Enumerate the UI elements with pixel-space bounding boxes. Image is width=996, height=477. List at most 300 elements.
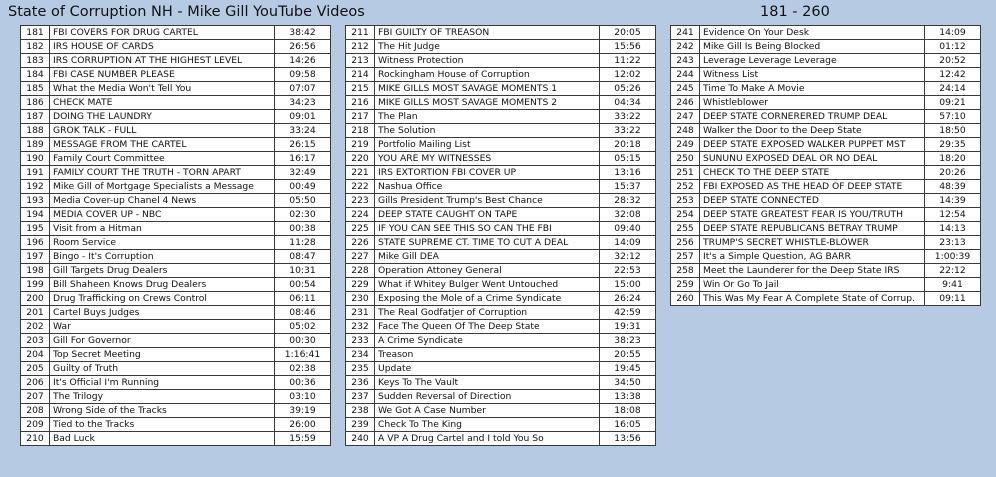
video-duration: 06:11 <box>275 292 331 306</box>
table-row <box>671 68 981 82</box>
video-number: 219 <box>346 138 375 152</box>
video-title: DEEP STATE CORNERERED TRUMP DEAL <box>700 110 925 124</box>
video-duration: 23:13 <box>925 236 981 250</box>
table-row <box>346 26 656 40</box>
table-row <box>21 348 331 362</box>
video-title: DOING THE LAUNDRY <box>50 110 275 124</box>
video-duration: 02:38 <box>275 362 331 376</box>
video-number: 213 <box>346 54 375 68</box>
video-duration: 09:11 <box>925 292 981 306</box>
table-row <box>346 152 656 166</box>
table-row <box>346 236 656 250</box>
video-title: Rockingham House of Corruption <box>375 68 600 82</box>
video-number: 247 <box>671 110 700 124</box>
table-row <box>346 306 656 320</box>
video-duration: 12:02 <box>600 68 656 82</box>
table-row <box>21 306 331 320</box>
video-duration: 20:52 <box>925 54 981 68</box>
video-duration: 14:26 <box>275 54 331 68</box>
video-duration: 42:59 <box>600 306 656 320</box>
video-number: 193 <box>21 194 50 208</box>
table-row <box>671 96 981 110</box>
video-title: Walker the Door to the Deep State <box>700 124 925 138</box>
video-duration: 34:50 <box>600 376 656 390</box>
video-title: Bill Shaheen Knows Drug Dealers <box>50 278 275 292</box>
video-duration: 13:38 <box>600 390 656 404</box>
video-title: FAMILY COURT THE TRUTH - TORN APART <box>50 166 275 180</box>
video-title: DEEP STATE CONNECTED <box>700 194 925 208</box>
video-title: Face The Queen Of The Deep State <box>375 320 600 334</box>
table-row <box>346 334 656 348</box>
video-title: Leverage Leverage Leverage <box>700 54 925 68</box>
video-number: 204 <box>21 348 50 362</box>
video-number: 189 <box>21 138 50 152</box>
video-duration: 09:40 <box>600 222 656 236</box>
table-row <box>21 376 331 390</box>
video-number: 217 <box>346 110 375 124</box>
video-duration: 38:23 <box>600 334 656 348</box>
video-number: 246 <box>671 96 700 110</box>
video-duration: 32:49 <box>275 166 331 180</box>
video-number: 191 <box>21 166 50 180</box>
table-row <box>346 40 656 54</box>
video-title: Keys To The Vault <box>375 376 600 390</box>
video-title: Evidence On Your Desk <box>700 26 925 40</box>
video-duration: 26:15 <box>275 138 331 152</box>
table-row <box>346 208 656 222</box>
table-row <box>671 26 981 40</box>
video-number: 200 <box>21 292 50 306</box>
video-number: 206 <box>21 376 50 390</box>
video-number: 243 <box>671 54 700 68</box>
video-title: IRS EXTORTION FBI COVER UP <box>375 166 600 180</box>
video-duration: 12:42 <box>925 68 981 82</box>
table-row <box>21 334 331 348</box>
video-number: 182 <box>21 40 50 54</box>
table-row <box>346 418 656 432</box>
video-number: 181 <box>21 26 50 40</box>
table-row <box>21 264 331 278</box>
video-title: Mike Gill of Mortgage Specialists a Message <box>50 180 275 194</box>
video-duration: 16:05 <box>600 418 656 432</box>
table-row <box>21 278 331 292</box>
video-duration: 05:15 <box>600 152 656 166</box>
table-row <box>346 348 656 362</box>
table-row <box>21 250 331 264</box>
video-number: 192 <box>21 180 50 194</box>
video-number: 198 <box>21 264 50 278</box>
table-row <box>671 194 981 208</box>
video-title: Operation Attoney General <box>375 264 600 278</box>
video-title: Witness List <box>700 68 925 82</box>
video-number: 211 <box>346 26 375 40</box>
video-title: Mike Gill Is Being Blocked <box>700 40 925 54</box>
video-number: 251 <box>671 166 700 180</box>
video-duration: 20:05 <box>600 26 656 40</box>
video-duration: 18:08 <box>600 404 656 418</box>
video-number: 186 <box>21 96 50 110</box>
video-title: GROK TALK - FULL <box>50 124 275 138</box>
video-title: IRS CORRUPTION AT THE HIGHEST LEVEL <box>50 54 275 68</box>
table-row <box>346 82 656 96</box>
video-duration: 28:32 <box>600 194 656 208</box>
video-title: SUNUNU EXPOSED DEAL OR NO DEAL <box>700 152 925 166</box>
table-row <box>671 292 981 306</box>
video-number: 210 <box>21 432 50 446</box>
video-title: Cartel Buys Judges <box>50 306 275 320</box>
video-number: 207 <box>21 390 50 404</box>
video-duration: 32:12 <box>600 250 656 264</box>
video-number: 234 <box>346 348 375 362</box>
video-duration: 09:01 <box>275 110 331 124</box>
video-duration: 57:10 <box>925 110 981 124</box>
video-title: Family Court Committee <box>50 152 275 166</box>
video-title: The Plan <box>375 110 600 124</box>
table-row <box>21 96 331 110</box>
table-row <box>346 250 656 264</box>
video-number: 184 <box>21 68 50 82</box>
video-title: DEEP STATE REPUBLICANS BETRAY TRUMP <box>700 222 925 236</box>
table-row <box>671 264 981 278</box>
video-number: 239 <box>346 418 375 432</box>
video-number: 220 <box>346 152 375 166</box>
table-row <box>346 124 656 138</box>
video-number: 259 <box>671 278 700 292</box>
video-title: Sudden Reversal of Direction <box>375 390 600 404</box>
video-number: 197 <box>21 250 50 264</box>
video-duration: 10:31 <box>275 264 331 278</box>
table-row <box>346 166 656 180</box>
video-number: 218 <box>346 124 375 138</box>
video-title: War <box>50 320 275 334</box>
video-duration: 08:47 <box>275 250 331 264</box>
video-title: Nashua Office <box>375 180 600 194</box>
table-row <box>346 180 656 194</box>
video-duration: 09:21 <box>925 96 981 110</box>
video-duration: 34:23 <box>275 96 331 110</box>
video-number: 238 <box>346 404 375 418</box>
video-title: Media Cover-up Chanel 4 News <box>50 194 275 208</box>
video-duration: 26:56 <box>275 40 331 54</box>
video-duration: 33:24 <box>275 124 331 138</box>
video-duration: 00:30 <box>275 334 331 348</box>
video-title: A VP A Drug Cartel and I told You So <box>375 432 600 446</box>
video-title: Drug Trafficking on Crews Control <box>50 292 275 306</box>
video-number: 215 <box>346 82 375 96</box>
video-title: The Trilogy <box>50 390 275 404</box>
video-number: 221 <box>346 166 375 180</box>
video-title: Check To The King <box>375 418 600 432</box>
video-title: What if Whitey Bulger Went Untouched <box>375 278 600 292</box>
video-title: The Hit Judge <box>375 40 600 54</box>
video-table-1 <box>20 25 331 446</box>
table-row <box>21 82 331 96</box>
video-duration: 1:16:41 <box>275 348 331 362</box>
video-duration: 12:54 <box>925 208 981 222</box>
table-row <box>21 68 331 82</box>
video-duration: 11:22 <box>600 54 656 68</box>
video-title: Portfolio Mailing List <box>375 138 600 152</box>
video-title: DEEP STATE CAUGHT ON TAPE <box>375 208 600 222</box>
video-duration: 26:00 <box>275 418 331 432</box>
video-duration: 9:41 <box>925 278 981 292</box>
video-duration: 22:53 <box>600 264 656 278</box>
video-title: Update <box>375 362 600 376</box>
table-row <box>21 404 331 418</box>
video-number: 245 <box>671 82 700 96</box>
table-row <box>21 26 331 40</box>
video-title: FBI COVERS FOR DRUG CARTEL <box>50 26 275 40</box>
video-number: 208 <box>21 404 50 418</box>
video-title: CHECK TO THE DEEP STATE <box>700 166 925 180</box>
video-duration: 14:13 <box>925 222 981 236</box>
video-duration: 19:45 <box>600 362 656 376</box>
video-title: Tied to the Tracks <box>50 418 275 432</box>
video-number: 258 <box>671 264 700 278</box>
table-row <box>671 180 981 194</box>
video-number: 231 <box>346 306 375 320</box>
video-title: A Crime Syndicate <box>375 334 600 348</box>
video-title: Whistleblower <box>700 96 925 110</box>
video-duration: 16:17 <box>275 152 331 166</box>
video-title: Room Service <box>50 236 275 250</box>
video-title: FBI GUILTY OF TREASON <box>375 26 600 40</box>
table-row <box>21 292 331 306</box>
table-row <box>346 362 656 376</box>
video-number: 249 <box>671 138 700 152</box>
video-duration: 18:50 <box>925 124 981 138</box>
table-row <box>346 264 656 278</box>
video-duration: 13:56 <box>600 432 656 446</box>
video-number: 202 <box>21 320 50 334</box>
video-number: 233 <box>346 334 375 348</box>
video-title: FBI EXPOSED AS THE HEAD OF DEEP STATE <box>700 180 925 194</box>
video-number: 241 <box>671 26 700 40</box>
table-row <box>21 432 331 446</box>
table-row <box>671 110 981 124</box>
video-duration: 38:42 <box>275 26 331 40</box>
video-duration: 39:19 <box>275 404 331 418</box>
video-title: YOU ARE MY WITNESSES <box>375 152 600 166</box>
video-title: Gills President Trump's Best Chance <box>375 194 600 208</box>
video-title: IRS HOUSE OF CARDS <box>50 40 275 54</box>
video-number: 212 <box>346 40 375 54</box>
video-duration: 33:22 <box>600 124 656 138</box>
video-title: Bingo - It's Corruption <box>50 250 275 264</box>
video-title: Witness Protection <box>375 54 600 68</box>
video-number: 244 <box>671 68 700 82</box>
video-title: DEEP STATE EXPOSED WALKER PUPPET MST <box>700 138 925 152</box>
video-title: Top Secret Meeting <box>50 348 275 362</box>
video-number: 205 <box>21 362 50 376</box>
video-duration: 13:16 <box>600 166 656 180</box>
video-title: MESSAGE FROM THE CARTEL <box>50 138 275 152</box>
video-duration: 20:18 <box>600 138 656 152</box>
video-title: FBI CASE NUMBER PLEASE <box>50 68 275 82</box>
video-duration: 22:12 <box>925 264 981 278</box>
video-title: Time To Make A Movie <box>700 82 925 96</box>
video-title: Win Or Go To Jail <box>700 278 925 292</box>
video-number: 196 <box>21 236 50 250</box>
table-row <box>21 40 331 54</box>
video-table-3 <box>670 25 981 306</box>
table-row <box>21 166 331 180</box>
video-number: 235 <box>346 362 375 376</box>
video-title: STATE SUPREME CT. TIME TO CUT A DEAL <box>375 236 600 250</box>
video-title: Wrong Side of the Tracks <box>50 404 275 418</box>
video-number: 250 <box>671 152 700 166</box>
video-table-2 <box>345 25 656 446</box>
video-number: 257 <box>671 250 700 264</box>
video-title: This Was My Fear A Complete State of Corrup. <box>700 292 925 306</box>
video-number: 225 <box>346 222 375 236</box>
table-row <box>21 54 331 68</box>
video-title: Mike Gill DEA <box>375 250 600 264</box>
video-number: 240 <box>346 432 375 446</box>
table-row <box>21 152 331 166</box>
video-number: 254 <box>671 208 700 222</box>
video-duration: 11:28 <box>275 236 331 250</box>
table-row <box>671 278 981 292</box>
video-number: 223 <box>346 194 375 208</box>
video-duration: 15:59 <box>275 432 331 446</box>
video-duration: 29:35 <box>925 138 981 152</box>
table-row <box>21 138 331 152</box>
video-duration: 15:00 <box>600 278 656 292</box>
video-number: 209 <box>21 418 50 432</box>
table-row <box>671 40 981 54</box>
video-duration: 33:22 <box>600 110 656 124</box>
table-row <box>671 152 981 166</box>
table-row <box>21 236 331 250</box>
video-duration: 05:26 <box>600 82 656 96</box>
table-row <box>671 236 981 250</box>
table-row <box>671 82 981 96</box>
video-title: We Got A Case Number <box>375 404 600 418</box>
video-duration: 14:09 <box>925 26 981 40</box>
table-row <box>346 376 656 390</box>
video-title: The Real Godfatjer of Corruption <box>375 306 600 320</box>
table-row <box>346 292 656 306</box>
video-title: CHECK MATE <box>50 96 275 110</box>
video-title: Bad Luck <box>50 432 275 446</box>
video-number: 188 <box>21 124 50 138</box>
table-row <box>346 278 656 292</box>
video-number: 260 <box>671 292 700 306</box>
video-number: 190 <box>21 152 50 166</box>
video-title: MIKE GILLS MOST SAVAGE MOMENTS 1 <box>375 82 600 96</box>
video-duration: 19:31 <box>600 320 656 334</box>
video-title: Meet the Launderer for the Deep State IRS <box>700 264 925 278</box>
video-number: 185 <box>21 82 50 96</box>
table-row <box>671 124 981 138</box>
table-row <box>21 208 331 222</box>
video-title: Guilty of Truth <box>50 362 275 376</box>
video-title: It's a Simple Question, AG BARR <box>700 250 925 264</box>
video-duration: 1:00:39 <box>925 250 981 264</box>
video-duration: 14:39 <box>925 194 981 208</box>
video-title: The Solution <box>375 124 600 138</box>
table-row <box>671 222 981 236</box>
video-number: 255 <box>671 222 700 236</box>
video-duration: 07:07 <box>275 82 331 96</box>
video-duration: 00:54 <box>275 278 331 292</box>
video-duration: 04:34 <box>600 96 656 110</box>
page-title: State of Corruption NH - Mike Gill YouTube Videos <box>8 4 365 20</box>
video-duration: 00:38 <box>275 222 331 236</box>
video-title: Gill For Governor <box>50 334 275 348</box>
video-duration: 15:37 <box>600 180 656 194</box>
video-number: 248 <box>671 124 700 138</box>
table-row <box>346 110 656 124</box>
range-label: 181 - 260 <box>760 4 830 20</box>
video-duration: 02:30 <box>275 208 331 222</box>
video-number: 242 <box>671 40 700 54</box>
table-row <box>346 96 656 110</box>
video-title: MEDIA COVER UP - NBC <box>50 208 275 222</box>
video-number: 199 <box>21 278 50 292</box>
video-title: TRUMP'S SECRET WHISTLE-BLOWER <box>700 236 925 250</box>
table-row <box>346 138 656 152</box>
table-row <box>21 222 331 236</box>
table-row <box>21 194 331 208</box>
video-number: 232 <box>346 320 375 334</box>
table-row <box>21 320 331 334</box>
video-number: 195 <box>21 222 50 236</box>
video-duration: 32:08 <box>600 208 656 222</box>
video-duration: 20:26 <box>925 166 981 180</box>
video-number: 194 <box>21 208 50 222</box>
table-row <box>21 110 331 124</box>
video-duration: 24:14 <box>925 82 981 96</box>
video-title: Treason <box>375 348 600 362</box>
video-number: 236 <box>346 376 375 390</box>
video-number: 253 <box>671 194 700 208</box>
video-number: 216 <box>346 96 375 110</box>
video-duration: 05:02 <box>275 320 331 334</box>
video-title: Exposing the Mole of a Crime Syndicate <box>375 292 600 306</box>
video-duration: 14:09 <box>600 236 656 250</box>
video-number: 201 <box>21 306 50 320</box>
video-number: 227 <box>346 250 375 264</box>
video-duration: 18:20 <box>925 152 981 166</box>
video-title: Visit from a Hitman <box>50 222 275 236</box>
video-title: What the Media Won't Tell You <box>50 82 275 96</box>
video-duration: 48:39 <box>925 180 981 194</box>
video-duration: 01:12 <box>925 40 981 54</box>
table-row <box>346 68 656 82</box>
video-number: 203 <box>21 334 50 348</box>
video-duration: 15:56 <box>600 40 656 54</box>
table-row <box>671 54 981 68</box>
video-number: 226 <box>346 236 375 250</box>
table-row <box>21 180 331 194</box>
table-row <box>21 362 331 376</box>
video-number: 228 <box>346 264 375 278</box>
video-number: 222 <box>346 180 375 194</box>
video-duration: 05:50 <box>275 194 331 208</box>
video-title: It's Official I'm Running <box>50 376 275 390</box>
video-title: IF YOU CAN SEE THIS SO CAN THE FBI <box>375 222 600 236</box>
video-title: DEEP STATE GREATEST FEAR IS YOU/TRUTH <box>700 208 925 222</box>
table-row <box>346 54 656 68</box>
video-duration: 08:46 <box>275 306 331 320</box>
table-row <box>346 390 656 404</box>
video-title: MIKE GILLS MOST SAVAGE MOMENTS 2 <box>375 96 600 110</box>
video-number: 224 <box>346 208 375 222</box>
video-number: 230 <box>346 292 375 306</box>
video-duration: 00:49 <box>275 180 331 194</box>
